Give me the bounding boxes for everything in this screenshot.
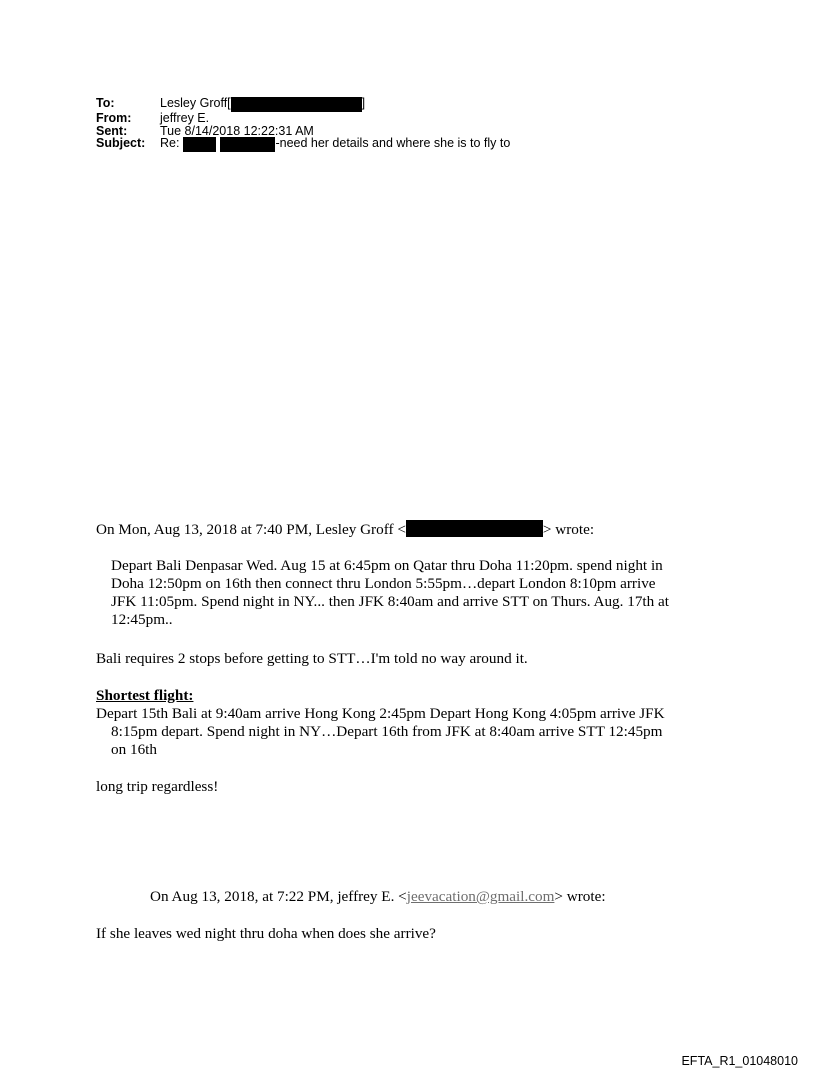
shortest-line: on 16th <box>111 741 157 758</box>
reply2-intro-end: > wrote: <box>554 888 606 905</box>
reply1-intro-start: On Mon, Aug 13, 2018 at 7:40 PM, Lesley Groff < <box>96 521 406 538</box>
subject-prefix: Re: <box>160 136 180 151</box>
sent-value: Tue 8/14/2018 12:22:31 AM <box>160 123 314 138</box>
from-value: jeffrey E. <box>160 111 210 125</box>
reply1-intro-end: > wrote: <box>542 521 595 538</box>
from-label: From: <box>96 111 132 125</box>
shortest-line: Depart 15th Bali at 9:40am arrive Hong Kong 2:45pm Depart Hong Kong 4:05pm arrive JFK <box>96 705 665 722</box>
redaction-bar <box>183 137 216 152</box>
redaction-bar <box>220 137 275 152</box>
subject-label: Subject: <box>96 136 146 151</box>
sent-label: Sent: <box>96 123 128 138</box>
quote-line: JFK 11:05pm. Spend night in NY... then JFK 8:40am and arrive STT on Thurs. Aug. 17th at <box>111 593 669 610</box>
shortest-flight-heading: Shortest flight: <box>96 687 194 704</box>
reply1-intro <box>96 520 594 539</box>
to-label: To: <box>96 96 115 110</box>
shortest-line: 8:15pm depart. Spend night in NY…Depart 16th from JFK at 8:40am arrive STT 12:45pm <box>111 723 663 740</box>
email-header <box>96 97 510 152</box>
quote-line: 12:45pm.. <box>111 611 173 628</box>
reply2-intro-start: On Aug 13, 2018, at 7:22 PM, jeffrey E. < <box>150 888 407 905</box>
from-row <box>96 112 510 125</box>
stops-note: Bali requires 2 stops before getting to STT…I'm told no way around it. <box>96 650 528 667</box>
to-value: Lesley Groff[ <box>160 96 231 110</box>
to-row <box>96 97 510 112</box>
reply2-message: If she leaves wed night thru doha when does she arrive? <box>96 925 436 942</box>
document-id: EFTA_R1_01048010 <box>681 1054 798 1068</box>
quote-line: Depart Bali Denpasar Wed. Aug 15 at 6:45pm on Qatar thru Doha 11:20pm. spend night in <box>111 557 663 574</box>
subject-suffix: -need her details and where she is to fly to <box>275 136 511 151</box>
reply1-quote <box>111 557 711 629</box>
quote-line: Doha 12:50pm on 16th then connect thru London 5:55pm…depart London 8:10pm arrive <box>111 575 656 592</box>
redaction-bar <box>406 520 543 537</box>
closing-remark: long trip regardless! <box>96 778 219 795</box>
reply2-intro <box>150 888 606 906</box>
shortest-flight-details <box>96 705 665 759</box>
email-link[interactable]: jeevacation@gmail.com <box>406 888 555 905</box>
to-close: ] <box>361 96 366 110</box>
subject-row <box>96 137 510 152</box>
redaction-bar <box>231 97 362 112</box>
